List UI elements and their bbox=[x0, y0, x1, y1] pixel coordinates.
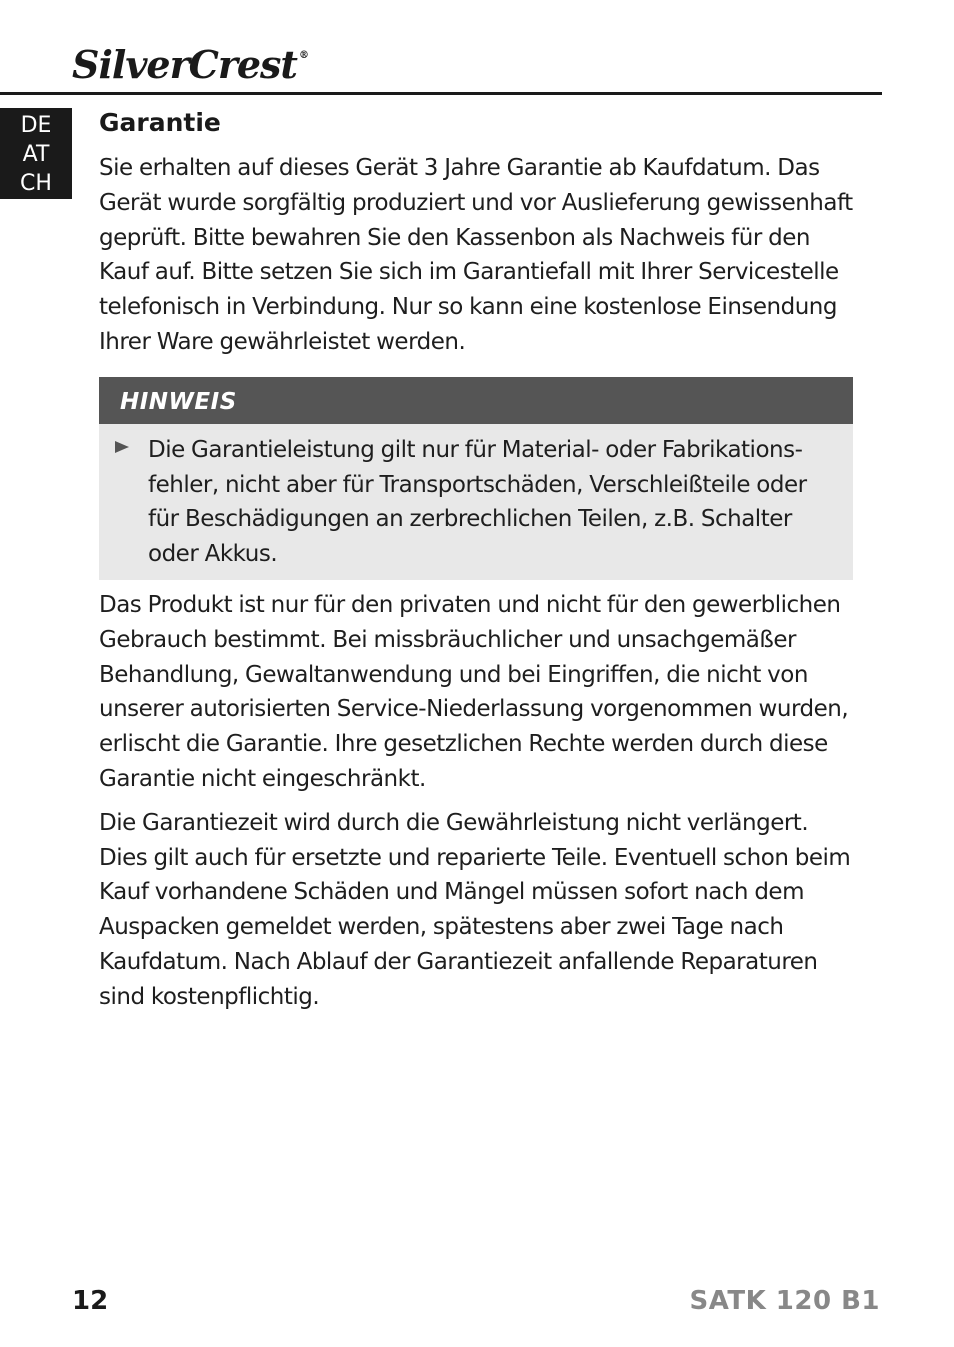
brand-logo bbox=[72, 42, 308, 87]
page-number: 12 bbox=[72, 1286, 109, 1316]
warranty-period-paragraph: Die Garantiezeit wird durch die Gewährleistung nicht verlängert. Dies gilt auch für ersetzte und reparierte Teile. Eventuell schon beim Kauf vorhandene Schäden und Mängel müssen sofort nach dem Auspacken gemeldet werden, spätestens aber zwei Tage nach Kaufdatum. Nach Ablauf der Garantiezeit anfallende Reparaturen sind kostenpflichtig. bbox=[99, 809, 851, 1010]
intro-paragraph: Sie erhalten auf dieses Gerät 3 Jahre Garantie ab Kaufdatum. Das Gerät wurde sorgfältig produziert und vor Auslieferung gewissenhaft geprüft. Bitte bewahren Sie den Kassenbon als Nachweis für den Kauf auf. Bitte setzen Sie sich im Garantiefall mit Ihrer Servicestelle telefonisch in Verbindung. Nur so kann eine kostenlose Einsendung Ihrer Ware gewährleistet werden. bbox=[99, 155, 853, 355]
registered-mark: ® bbox=[298, 50, 308, 61]
language-tab bbox=[0, 108, 72, 199]
lang-at: AT bbox=[22, 142, 50, 167]
usage-paragraph: Das Produkt ist nur für den privaten und nicht für den gewerblichen Gebrauch bestimmt. Bei missbräuchlicher und unsachgemäßer Behandlung, Gewaltanwendung und bei Eingriffen, die nicht von unserer autorisierten Service-Niederlassung vorgenommen wurden, erlischt die Garantie. Ihre gesetzlichen Rechte werden durch diese Garantie nicht eingeschränkt. bbox=[99, 591, 849, 792]
hinweis-text: Die Garantieleistung gilt nur für Material- oder Fabrikationsfehler, nicht aber für Transportschäden, Verschleißteile oder für Beschädigungen an zerbrechlichen Teilen, z.B. Schalter oder Akkus. bbox=[148, 436, 807, 568]
model-number: SATK 120 B1 bbox=[689, 1286, 880, 1316]
main-content bbox=[99, 104, 859, 1015]
brand-logo-text: SilverCrest bbox=[72, 42, 297, 87]
section-title: Garantie bbox=[99, 108, 221, 137]
lang-ch: CH bbox=[20, 171, 52, 196]
hinweis-body bbox=[99, 424, 853, 580]
lang-de: DE bbox=[20, 113, 52, 138]
bullet-arrow-icon bbox=[115, 441, 129, 453]
hinweis-title: HINWEIS bbox=[99, 377, 853, 424]
header-rule bbox=[0, 92, 882, 95]
hinweis-box bbox=[99, 377, 853, 580]
